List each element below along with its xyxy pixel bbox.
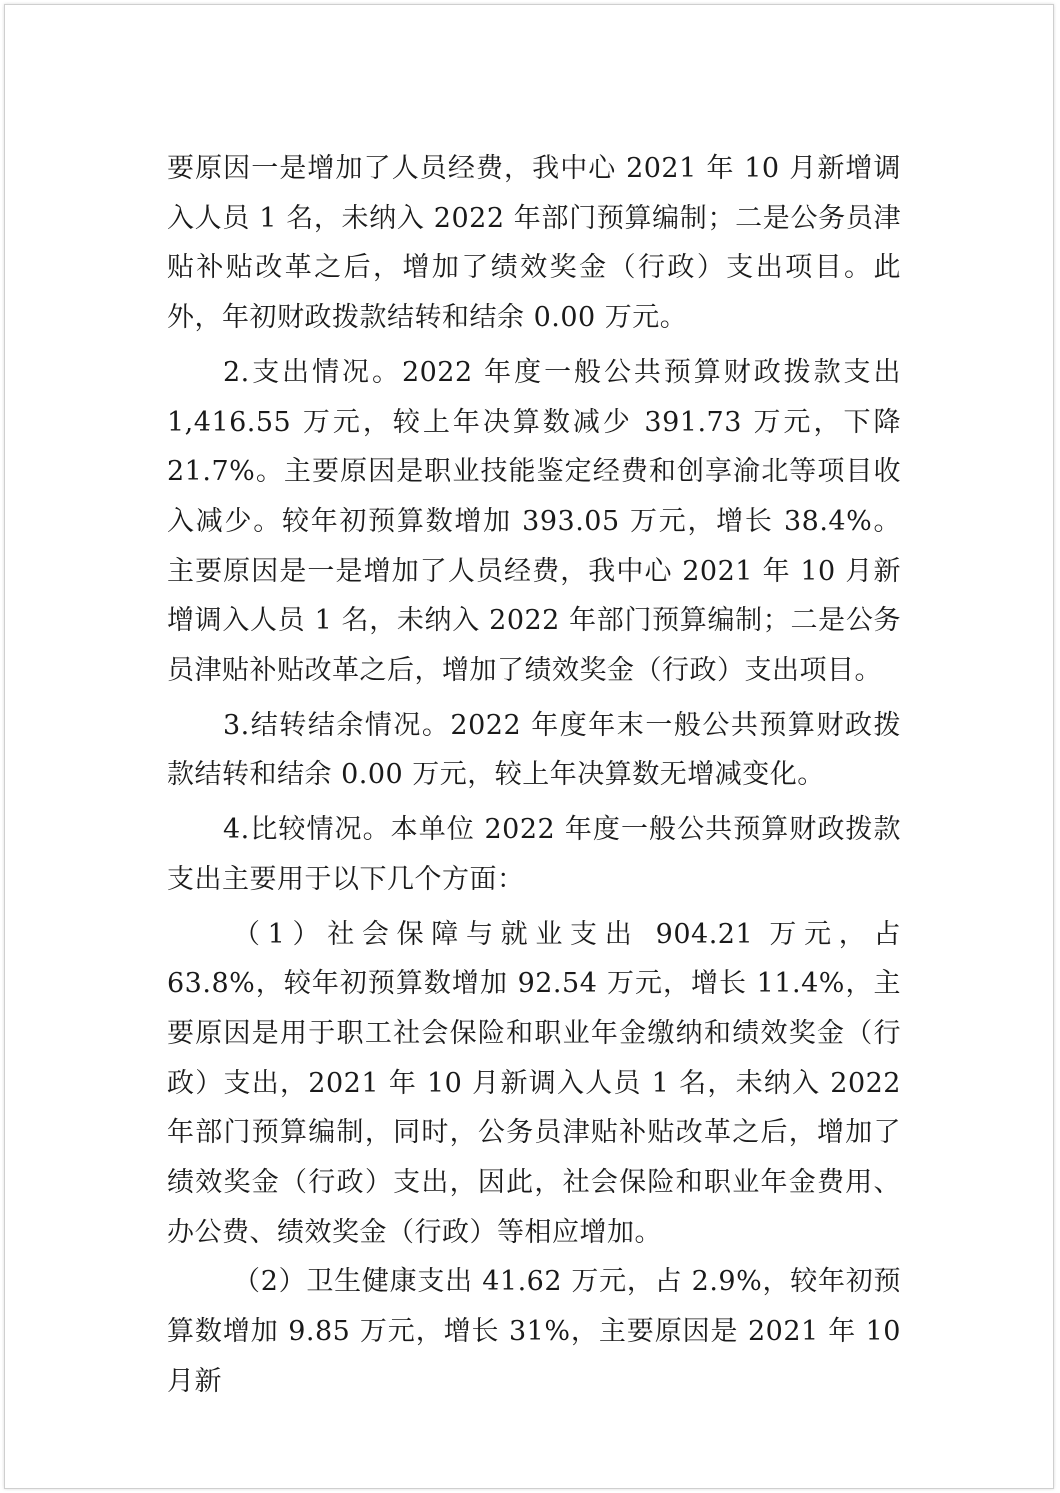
paragraph-carryover: 3.结转结余情况。2022 年度年末一般公共预算财政拨款结转和结余 0.00 万元，较上年决算数无增减变化。 <box>167 709 901 791</box>
paragraph-health: （2）卫生健康支出 41.62 万元，占 2.9%，较年初预算数增加 9.85 万元，增长 31%，主要原因是 2021 年 10 月新 <box>167 1266 901 1397</box>
document-body <box>167 144 901 1407</box>
paragraph-comparison: 4.比较情况。本单位 2022 年度一般公共预算财政拨款支出主要用于以下几个方面： <box>167 814 901 895</box>
paragraph-social-security: （1）社会保障与就业支出 904.21 万元，占 63.8%，较年初预算数增加 92.54 万元，增长 11.4%，主要原因是用于职工社会保险和职业年金缴纳和绩效奖金（行政）支出，2021 年 10 月新调入人员 1 名，未纳入 2022 年部门预算编制，同时，公务员津贴补贴改革之后，增加了绩效奖金（行政）支出，因此，社会保险和职业年金费用、办公费、绩效奖金（行政）等相应增加。 <box>167 918 901 1248</box>
document-page <box>4 4 1054 1489</box>
paragraph-continuation: 要原因一是增加了人员经费，我中心 2021 年 10 月新增调入人员 1 名，未纳入 2022 年部门预算编制；二是公务员津贴补贴改革之后，增加了绩效奖金（行政）支出项目。此外，年初财政拨款结转和结余 0.00 万元。 <box>167 153 901 334</box>
paragraph-expenditure: 2.支出情况。2022 年度一般公共预算财政拨款支出 1,416.55 万元，较上年决算数减少 391.73 万元，下降 21.7%。主要原因是职业技能鉴定经费和创享渝北等项目收入减少。较年初预算数增加 393.05 万元，增长 38.4%。主要原因是一是增加了人员经费，我中心 2021 年 10 月新增调入人员 1 名，未纳入 2022 年部门预算编制；二是公务员津贴补贴改革之后，增加了绩效奖金（行政）支出项目。 <box>167 356 901 687</box>
